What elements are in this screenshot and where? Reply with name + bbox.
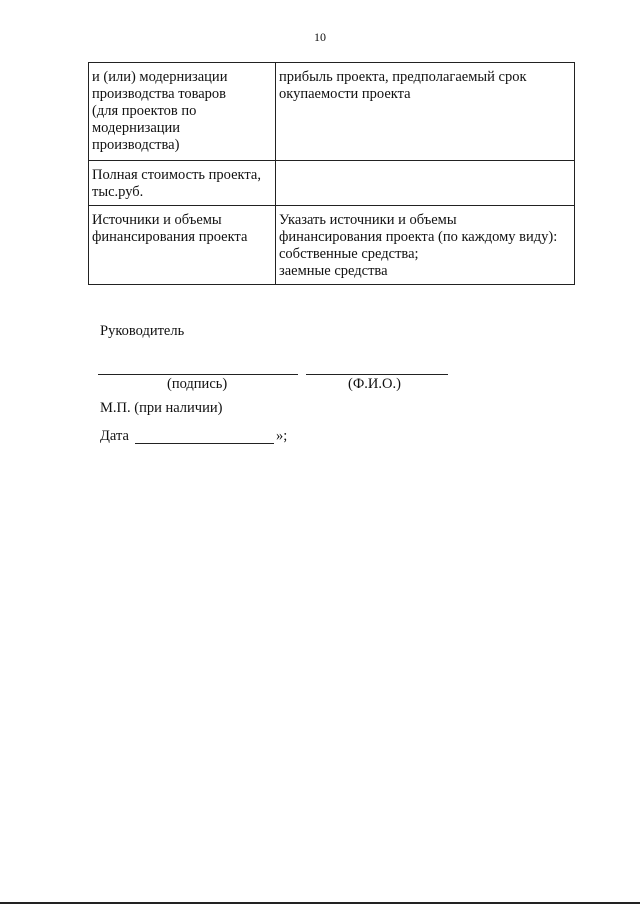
cell-text-line: прибыль проекта, предполагаемый срок bbox=[279, 69, 527, 85]
cell-text-line: производства товаров bbox=[92, 86, 227, 102]
cell-text-line: модернизации bbox=[92, 120, 181, 136]
table-cell-label bbox=[89, 161, 276, 206]
page-bottom-border bbox=[0, 902, 640, 904]
cell-text-line: собственные средства; bbox=[279, 246, 419, 262]
table-cell-value bbox=[276, 161, 575, 206]
date-line bbox=[135, 443, 274, 444]
date-label: Дата bbox=[100, 428, 129, 444]
cell-text-line: и (или) модернизации bbox=[92, 69, 228, 85]
cell-text-line: Указать источники и объемы bbox=[279, 212, 457, 228]
stamp-label: М.П. (при наличии) bbox=[100, 400, 223, 416]
table-row bbox=[89, 206, 575, 285]
table-row bbox=[89, 63, 575, 161]
page-number: 10 bbox=[314, 30, 326, 44]
table-cell-value bbox=[276, 63, 575, 161]
cell-text-line: тыс.руб. bbox=[92, 184, 144, 200]
cell-text-line: производства) bbox=[92, 137, 180, 153]
cell-text-line: окупаемости проекта bbox=[279, 86, 411, 102]
name-line bbox=[306, 374, 448, 375]
head-label: Руководитель bbox=[100, 323, 185, 339]
cell-text-line: Полная стоимость проекта, bbox=[92, 167, 261, 183]
cell-text-line: Источники и объемы bbox=[92, 212, 222, 228]
cell-text-line: заемные средства bbox=[279, 263, 388, 279]
table-row bbox=[89, 161, 575, 206]
cell-text-line: финансирования проекта (по каждому виду): bbox=[279, 229, 558, 245]
cell-text-line: (для проектов по bbox=[92, 103, 197, 119]
signature-line bbox=[98, 374, 298, 375]
cell-text-line: финансирования проекта bbox=[92, 229, 248, 245]
table-cell-value bbox=[276, 206, 575, 285]
project-info-table bbox=[88, 62, 575, 285]
table-cell-label bbox=[89, 206, 276, 285]
name-caption: (Ф.И.О.) bbox=[348, 376, 401, 392]
table-cell-label bbox=[89, 63, 276, 161]
signature-caption: (подпись) bbox=[167, 376, 228, 392]
date-suffix: »; bbox=[276, 428, 288, 444]
